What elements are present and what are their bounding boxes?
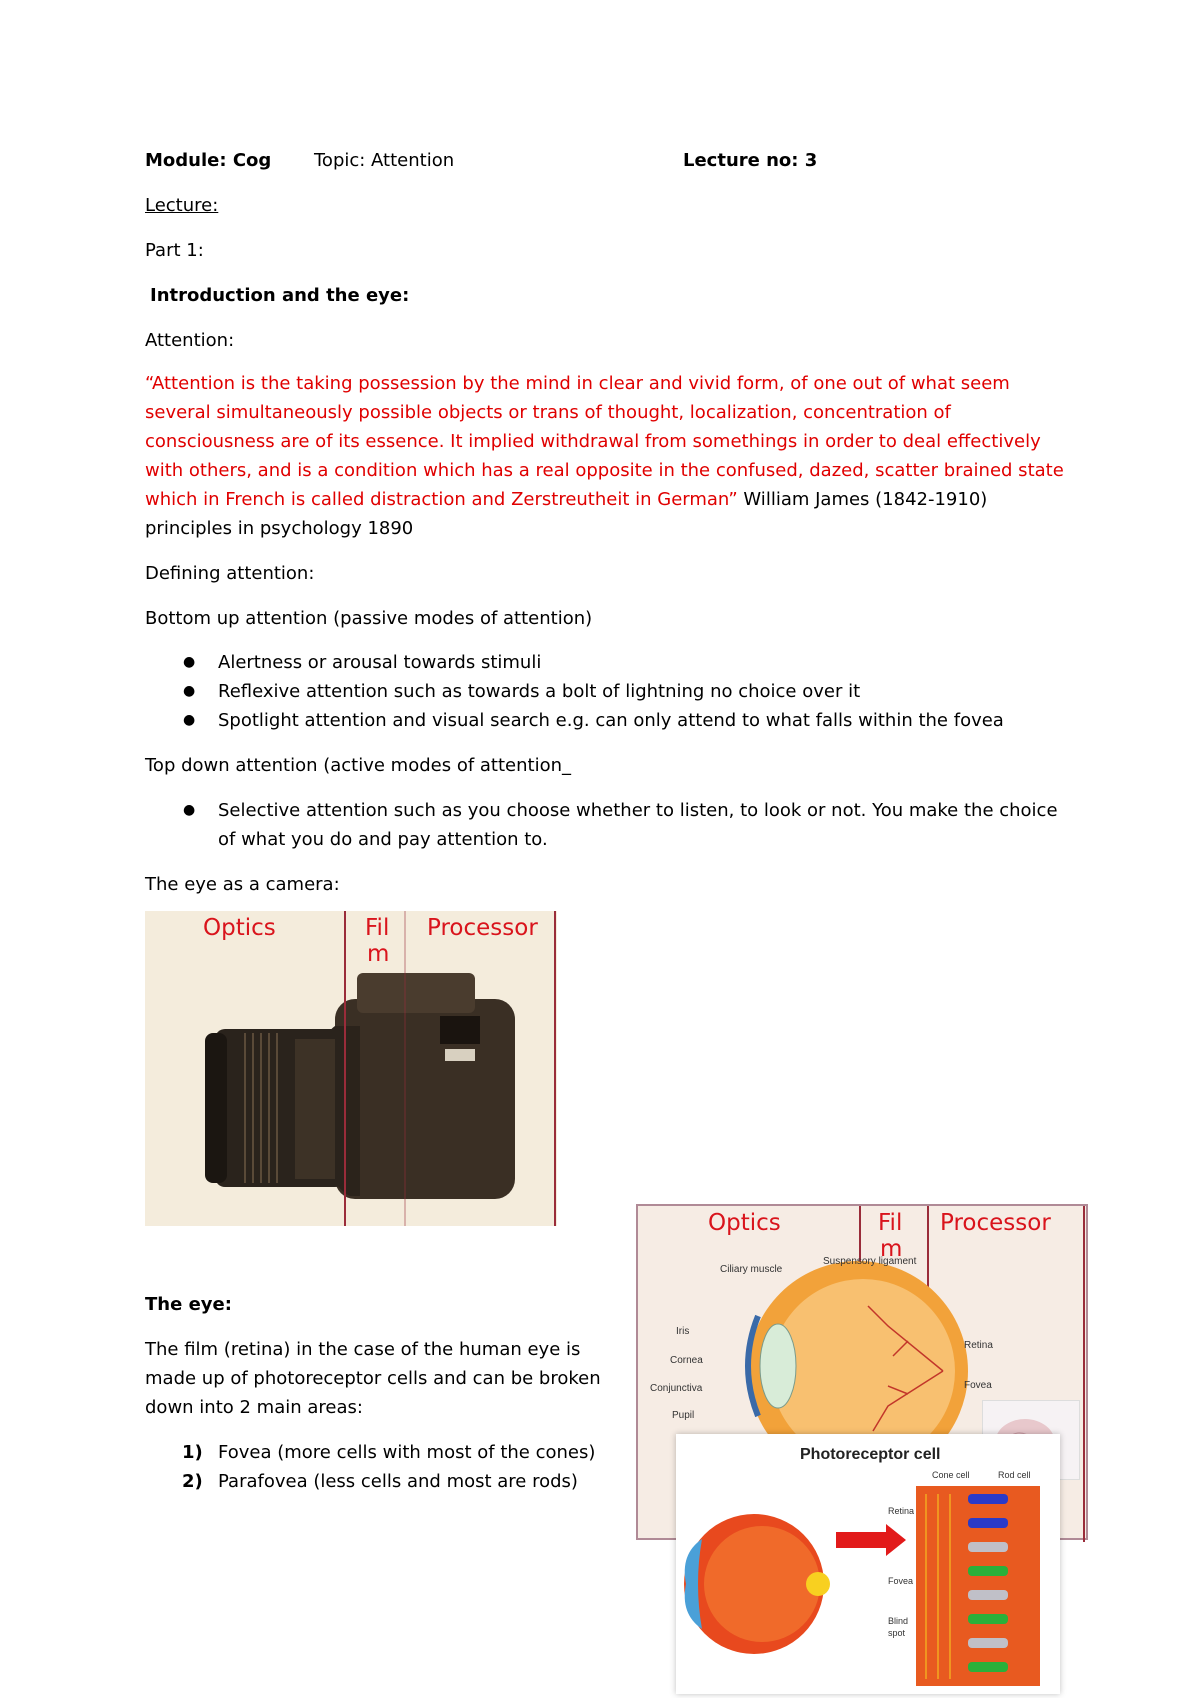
anatomy-label: Fovea — [964, 1380, 992, 1391]
module-label: Module: Cog — [145, 150, 272, 171]
arrow-icon — [836, 1524, 906, 1556]
anatomy-label: Retina — [964, 1340, 993, 1351]
quote-attribution: William James (1842-1910) principles in psychology 1890 — [145, 489, 988, 539]
photoreceptor-layer — [916, 1486, 1040, 1686]
lens-ring — [295, 1039, 335, 1179]
eye-heading: The eye: — [145, 1294, 232, 1315]
list-number: 1) — [182, 1442, 203, 1463]
eye-text-line: The film (retina) in the case of the human eye is — [145, 1339, 581, 1360]
eye-camera-heading: The eye as a camera: — [145, 874, 340, 895]
bullet-icon: ● — [183, 683, 196, 699]
film-label-wrap: m — [880, 1236, 903, 1262]
list-item: Reflexive attention such as towards a bolt of lightning no choice over it — [218, 681, 861, 702]
viewfinder-label — [445, 1049, 475, 1061]
optics-label: Optics — [203, 915, 276, 941]
attention-heading: Attention: — [145, 330, 235, 351]
fovea-label: Fovea — [888, 1576, 914, 1586]
film-label: Fil — [365, 915, 390, 941]
anatomy-label: Pupil — [672, 1410, 695, 1421]
lens-front — [205, 1033, 227, 1183]
bottom-up-heading: Bottom up attention (passive modes of attention) — [145, 608, 593, 629]
list-item: Selective attention such as you choose whether to listen, to look or not. You make the choice — [218, 800, 1058, 821]
viewfinder — [440, 1016, 480, 1044]
processor-label: Processor — [427, 915, 538, 941]
cone-cell-label: Cone cell — [932, 1470, 970, 1480]
bullet-icon: ● — [183, 802, 196, 818]
list-item: Spotlight attention and visual search e.g. can only attend to what falls within the fovea — [218, 710, 1004, 731]
anatomy-label: Iris — [676, 1326, 690, 1337]
list-item-continuation: of what you do and pay attention to. — [218, 829, 548, 850]
eye-text-line: made up of photoreceptor cells and can be broken — [145, 1368, 601, 1389]
blind-spot-label-wrap: spot — [888, 1628, 906, 1638]
anatomy-label: Suspensory ligament — [823, 1256, 917, 1267]
optics-label: Optics — [708, 1210, 781, 1236]
rod-cell-label: Rod cell — [998, 1470, 1031, 1480]
lecture-heading: Lecture: — [145, 195, 219, 216]
bullet-icon: ● — [183, 712, 196, 728]
camera-prism — [357, 973, 475, 1013]
intro-heading: Introduction and the eye: — [150, 285, 410, 306]
william-james-quote: “Attention is the taking possession by the mind in clear and vivid form, of one out of what seem several simultaneously possible objects or trans of thought, localization, concentration of consciousness are of its essence. It implied withdrawal from somethings in order to deal effectively with others, and is a condition which has a real opposite in the confused, dazed, scatter brained state which in French is called distraction and Zerstreutheit in German” — [145, 373, 1064, 510]
list-number: 2) — [182, 1471, 203, 1492]
top-down-heading: Top down attention (active modes of attention_ — [145, 755, 571, 776]
topic-label: Topic: Attention — [314, 150, 455, 171]
lens — [760, 1324, 796, 1408]
part-label: Part 1: — [145, 240, 204, 261]
blind-spot-label: Blind — [888, 1616, 909, 1626]
camera-illustration — [145, 911, 557, 1226]
processor-label: Processor — [940, 1210, 1051, 1236]
photoreceptor-title: Photoreceptor cell — [800, 1446, 941, 1463]
photoreceptor-figure — [676, 1434, 1060, 1694]
eye-text-line: down into 2 main areas: — [145, 1397, 363, 1418]
defining-attention-heading: Defining attention: — [145, 563, 315, 584]
camera-body — [335, 999, 515, 1199]
anatomy-label: Ciliary muscle — [720, 1264, 783, 1275]
lecture-number: Lecture no: 3 — [683, 150, 818, 171]
retina-label: Retina — [888, 1506, 915, 1516]
list-item: Parafovea (less cells and most are rods) — [218, 1471, 578, 1492]
bullet-icon: ● — [183, 654, 196, 670]
anatomy-label: Cornea — [670, 1355, 703, 1366]
fovea-spot — [806, 1572, 830, 1596]
list-item: Fovea (more cells with most of the cones) — [218, 1442, 596, 1463]
camera-figure — [145, 911, 557, 1226]
film-label-wrap: m — [367, 941, 390, 967]
attention-quote-paragraph — [145, 369, 1065, 543]
list-item: Alertness or arousal towards stimuli — [218, 652, 542, 673]
film-label: Fil — [878, 1210, 903, 1236]
anatomy-label: Conjunctiva — [650, 1383, 703, 1394]
